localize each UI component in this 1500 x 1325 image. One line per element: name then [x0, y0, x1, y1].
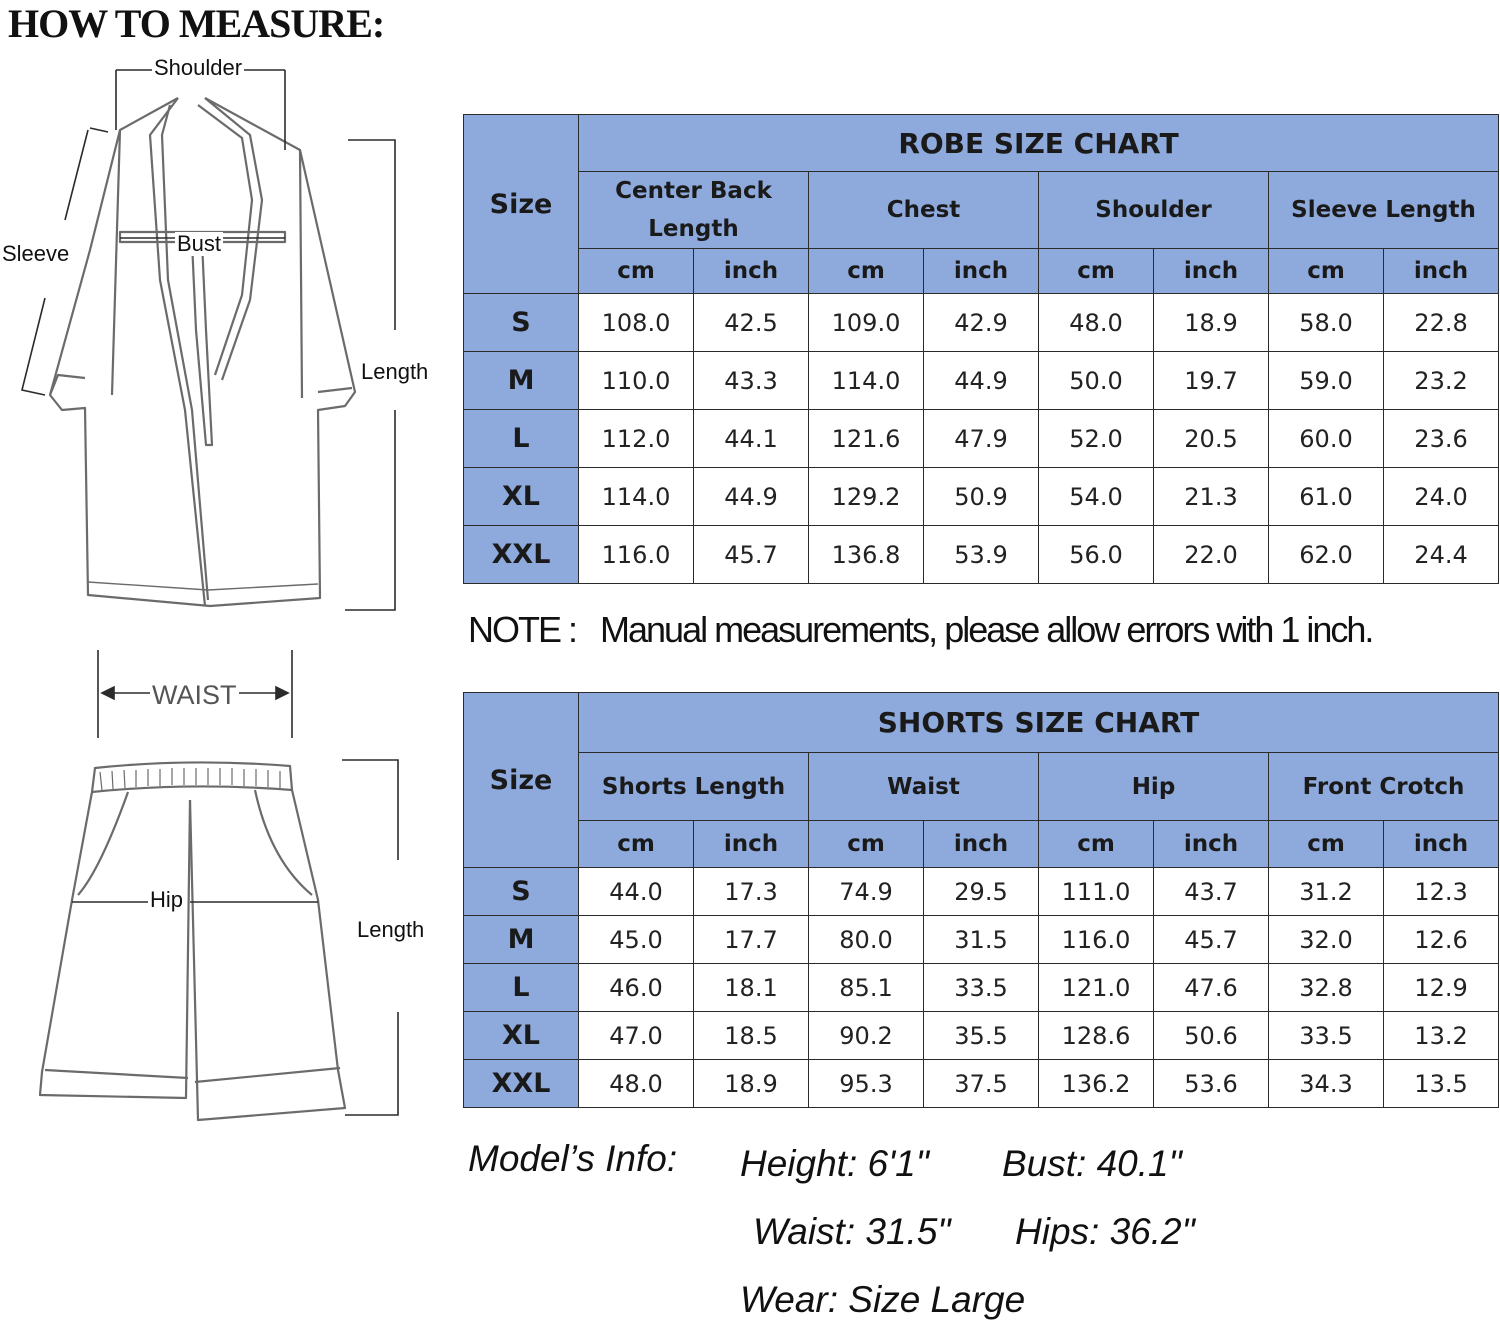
shorts-length-label: Length — [357, 917, 425, 942]
shorts-group-header: Waist — [809, 753, 1039, 821]
table-cell: 47.6 — [1154, 964, 1269, 1012]
table-cell: 50.9 — [924, 468, 1039, 526]
unit-header: cm — [1269, 249, 1384, 294]
table-row — [464, 410, 1499, 468]
shoulder-label: Shoulder — [154, 55, 243, 80]
table-cell: 23.2 — [1384, 352, 1499, 410]
bust-label: Bust — [177, 231, 222, 256]
table-cell: 111.0 — [1039, 868, 1154, 916]
note — [468, 608, 1372, 652]
table-cell: 136.2 — [1039, 1060, 1154, 1108]
table-cell: 44.9 — [694, 468, 809, 526]
table-cell: 80.0 — [809, 916, 924, 964]
table-cell: 121.0 — [1039, 964, 1154, 1012]
row-size-label: XXL — [464, 1060, 579, 1108]
row-size-label: S — [464, 868, 579, 916]
table-row — [464, 526, 1499, 584]
unit-header: cm — [809, 821, 924, 868]
table-cell: 23.6 — [1384, 410, 1499, 468]
table-row — [464, 964, 1499, 1012]
robe-length-label: Length — [361, 359, 429, 384]
table-cell: 45.0 — [579, 916, 694, 964]
table-cell: 50.6 — [1154, 1012, 1269, 1060]
shorts-chart-body — [464, 868, 1499, 1108]
table-cell: 53.9 — [924, 526, 1039, 584]
row-size-label: M — [464, 352, 579, 410]
table-cell: 43.3 — [694, 352, 809, 410]
page-title: HOW TO MEASURE: — [8, 1, 385, 46]
table-cell: 46.0 — [579, 964, 694, 1012]
table-cell: 37.5 — [924, 1060, 1039, 1108]
table-cell: 60.0 — [1269, 410, 1384, 468]
robe-group-header: Center Back Length — [579, 172, 809, 249]
unit-header: inch — [924, 821, 1039, 868]
shorts-group-header: Front Crotch — [1269, 753, 1499, 821]
table-cell: 18.1 — [694, 964, 809, 1012]
model-wear: Wear: Size Large — [740, 1279, 1026, 1320]
table-cell: 48.0 — [1039, 294, 1154, 352]
table-cell: 45.7 — [1154, 916, 1269, 964]
table-cell: 44.0 — [579, 868, 694, 916]
row-size-label: XL — [464, 1012, 579, 1060]
table-cell: 45.7 — [694, 526, 809, 584]
table-row — [464, 1012, 1499, 1060]
unit-header: cm — [579, 821, 694, 868]
table-cell: 74.9 — [809, 868, 924, 916]
table-cell: 42.9 — [924, 294, 1039, 352]
note-label: NOTE : — [468, 609, 577, 650]
shorts-diagram — [0, 640, 450, 1130]
table-cell: 32.8 — [1269, 964, 1384, 1012]
table-cell: 13.5 — [1384, 1060, 1499, 1108]
table-cell: 48.0 — [579, 1060, 694, 1108]
table-cell: 22.8 — [1384, 294, 1499, 352]
model-height: Height: 6'1" — [740, 1143, 929, 1184]
table-cell: 114.0 — [809, 352, 924, 410]
unit-header: cm — [1039, 821, 1154, 868]
table-cell: 13.2 — [1384, 1012, 1499, 1060]
table-cell: 90.2 — [809, 1012, 924, 1060]
table-row — [464, 916, 1499, 964]
table-cell: 59.0 — [1269, 352, 1384, 410]
shorts-group-header: Shorts Length — [579, 753, 809, 821]
waist-label: WAIST — [152, 680, 237, 710]
table-cell: 31.5 — [924, 916, 1039, 964]
unit-header: inch — [1384, 821, 1499, 868]
table-cell: 17.3 — [694, 868, 809, 916]
table-cell: 54.0 — [1039, 468, 1154, 526]
unit-header: inch — [1384, 249, 1499, 294]
table-cell: 33.5 — [924, 964, 1039, 1012]
table-cell: 32.0 — [1269, 916, 1384, 964]
shorts-size-chart — [463, 692, 1499, 1108]
unit-header: inch — [1154, 249, 1269, 294]
unit-header: cm — [1269, 821, 1384, 868]
robe-diagram — [0, 40, 450, 630]
unit-header: inch — [694, 821, 809, 868]
unit-header: cm — [1039, 249, 1154, 294]
robe-group-header: Shoulder — [1039, 172, 1269, 249]
table-cell: 62.0 — [1269, 526, 1384, 584]
table-cell: 29.5 — [924, 868, 1039, 916]
table-cell: 33.5 — [1269, 1012, 1384, 1060]
table-cell: 56.0 — [1039, 526, 1154, 584]
table-row — [464, 294, 1499, 352]
table-cell: 116.0 — [1039, 916, 1154, 964]
table-cell: 19.7 — [1154, 352, 1269, 410]
table-cell: 42.5 — [694, 294, 809, 352]
table-cell: 116.0 — [579, 526, 694, 584]
table-cell: 53.6 — [1154, 1060, 1269, 1108]
table-cell: 21.3 — [1154, 468, 1269, 526]
table-cell: 121.6 — [809, 410, 924, 468]
table-cell: 12.6 — [1384, 916, 1499, 964]
shorts-chart-title: SHORTS SIZE CHART — [579, 693, 1499, 753]
table-row — [464, 1060, 1499, 1108]
table-cell: 18.9 — [1154, 294, 1269, 352]
table-cell: 95.3 — [809, 1060, 924, 1108]
sleeve-label: Sleeve — [2, 241, 70, 266]
robe-group-header: Sleeve Length — [1269, 172, 1499, 249]
row-size-label: M — [464, 916, 579, 964]
table-cell: 136.8 — [809, 526, 924, 584]
note-text: Manual measurements, please allow errors with 1 inch. — [600, 609, 1373, 650]
row-size-label: L — [464, 410, 579, 468]
table-cell: 114.0 — [579, 468, 694, 526]
table-cell: 20.5 — [1154, 410, 1269, 468]
row-size-label: XL — [464, 468, 579, 526]
table-cell: 43.7 — [1154, 868, 1269, 916]
hip-label: Hip — [150, 887, 184, 912]
table-cell: 12.3 — [1384, 868, 1499, 916]
robe-chart-body — [464, 294, 1499, 584]
row-size-label: L — [464, 964, 579, 1012]
table-cell: 110.0 — [579, 352, 694, 410]
table-cell: 44.9 — [924, 352, 1039, 410]
table-cell: 61.0 — [1269, 468, 1384, 526]
table-cell: 112.0 — [579, 410, 694, 468]
table-cell: 44.1 — [694, 410, 809, 468]
unit-header: cm — [809, 249, 924, 294]
table-cell: 50.0 — [1039, 352, 1154, 410]
table-cell: 109.0 — [809, 294, 924, 352]
table-cell: 22.0 — [1154, 526, 1269, 584]
model-bust: Bust: 40.1" — [1002, 1143, 1182, 1184]
robe-size-header: Size — [464, 115, 579, 294]
unit-header: inch — [924, 249, 1039, 294]
unit-header: cm — [579, 249, 694, 294]
table-cell: 47.0 — [579, 1012, 694, 1060]
table-cell: 17.7 — [694, 916, 809, 964]
model-waist: Waist: 31.5" — [753, 1211, 951, 1252]
table-cell: 24.0 — [1384, 468, 1499, 526]
row-size-label: XXL — [464, 526, 579, 584]
robe-chart-title: ROBE SIZE CHART — [579, 115, 1499, 172]
table-cell: 129.2 — [809, 468, 924, 526]
table-cell: 108.0 — [579, 294, 694, 352]
table-cell: 47.9 — [924, 410, 1039, 468]
table-cell: 35.5 — [924, 1012, 1039, 1060]
table-row — [464, 352, 1499, 410]
table-cell: 85.1 — [809, 964, 924, 1012]
unit-header: inch — [694, 249, 809, 294]
table-row — [464, 468, 1499, 526]
table-cell: 58.0 — [1269, 294, 1384, 352]
model-hips: Hips: 36.2" — [1015, 1211, 1195, 1252]
table-cell: 128.6 — [1039, 1012, 1154, 1060]
table-cell: 34.3 — [1269, 1060, 1384, 1108]
row-size-label: S — [464, 294, 579, 352]
unit-header: inch — [1154, 821, 1269, 868]
robe-group-header: Chest — [809, 172, 1039, 249]
table-cell: 31.2 — [1269, 868, 1384, 916]
table-cell: 52.0 — [1039, 410, 1154, 468]
table-cell: 24.4 — [1384, 526, 1499, 584]
shorts-group-header: Hip — [1039, 753, 1269, 821]
table-cell: 18.5 — [694, 1012, 809, 1060]
shorts-size-header: Size — [464, 693, 579, 868]
robe-size-chart — [463, 114, 1499, 584]
table-row — [464, 868, 1499, 916]
table-cell: 12.9 — [1384, 964, 1499, 1012]
model-info-label: Model’s Info: — [468, 1138, 678, 1179]
table-cell: 18.9 — [694, 1060, 809, 1108]
